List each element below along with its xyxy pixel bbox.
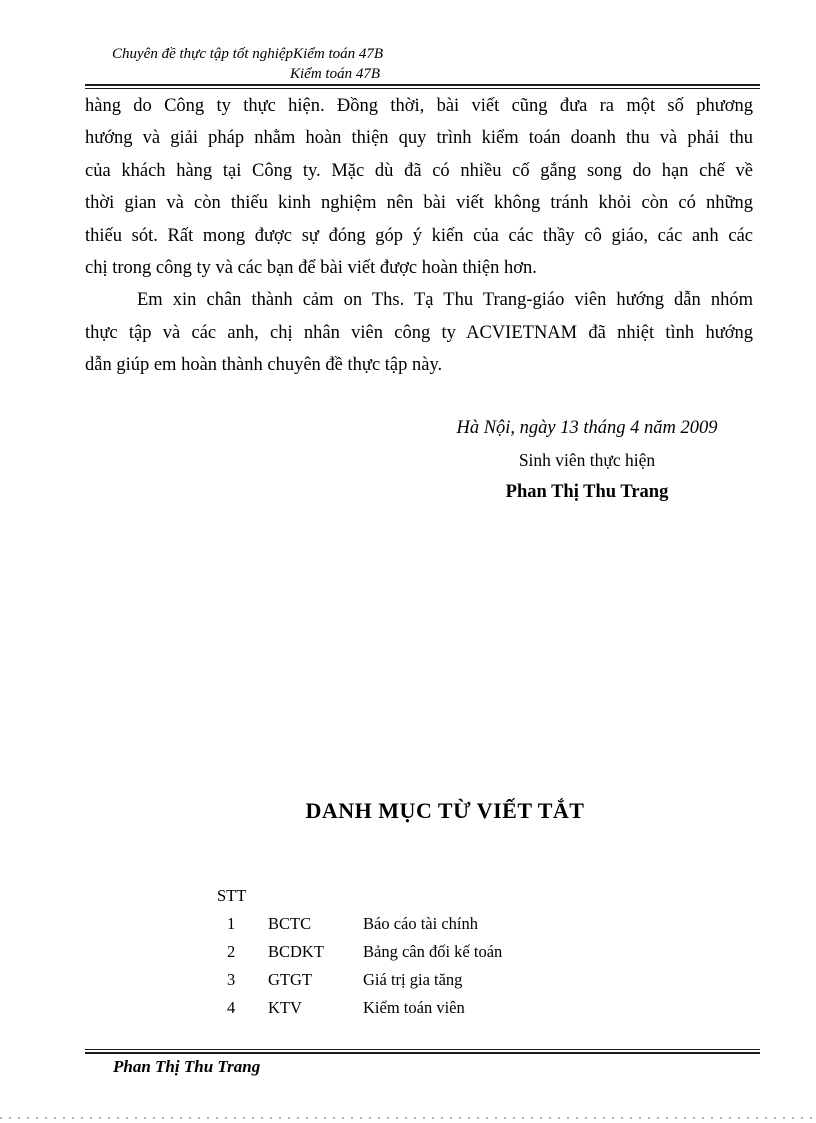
body-content: [85, 90, 753, 382]
abbreviation-meaning: Giá trị gia tăng: [363, 970, 463, 989]
paragraph2-line: dẫn giúp em hoàn thành chuyên đề thực tập này.: [85, 355, 443, 376]
paragraph1-line: hướng và giải pháp nhằm hoàn thiện quy trình kiểm toán doanh thu và phải thu: [85, 128, 753, 149]
paragraph2-line: Em xin chân thành cảm on Ths. Tạ Thu Trang-giáo viên hướng dẫn nhóm: [137, 290, 753, 311]
paragraph1-line: thiếu sót. Rất mong được sự đóng góp ý kiến của các thầy cô giáo, các anh các: [85, 225, 753, 246]
abbreviation-row: [217, 910, 637, 938]
abbreviation-row: [217, 938, 637, 966]
abbreviations-heading: DANH MỤC TỪ VIẾT TẮT: [305, 798, 585, 823]
abbreviation-row: [217, 966, 637, 994]
abbreviation-number: 1: [227, 914, 236, 933]
signature-block: [420, 412, 754, 508]
abbreviation-meaning: Báo cáo tài chính: [363, 914, 479, 933]
paragraph1-line: của khách hàng tại Công ty. Mặc dù đã có nhiều cố gắng song do hạn chế về: [85, 160, 753, 181]
paragraph1-line: chị trong công ty và các bạn để bài viết được hoàn thiện hơn.: [85, 258, 537, 279]
footer-author: Phan Thị Thu Trang: [113, 1057, 261, 1076]
abbreviation-number: 3: [227, 970, 236, 989]
abbreviations-column-header: STT: [217, 886, 247, 905]
header-subject: Kiểm toán 47B: [290, 66, 380, 82]
paragraph2-line: thực tập và các anh, chị nhân viên công ty ACVIETNAM đã nhiệt tình hướng: [85, 322, 753, 343]
header-divider: [85, 84, 760, 89]
abbreviation-code: BCDKT: [268, 942, 324, 961]
paragraph1-line: thời gian và còn thiếu kinh nghiệm nên bài viết không tránh khỏi còn có những: [85, 193, 753, 214]
abbreviations-list: [217, 882, 637, 1022]
signature-date: Hà Nội, ngày 13 tháng 4 năm 2009: [456, 418, 718, 438]
abbreviation-code: GTGT: [268, 970, 312, 989]
page-break-indicator: [0, 1117, 816, 1119]
footer-divider: [85, 1049, 760, 1054]
abbreviation-meaning: Bảng cân đối kế toán: [363, 942, 503, 961]
paragraph1-line: hàng do Công ty thực hiện. Đồng thời, bài viết cũng đưa ra một số phương: [85, 96, 753, 116]
header-title: Chuyên đề thực tập tốt nghiệpKiểm toán 47B: [112, 46, 384, 62]
abbreviation-code: BCTC: [268, 914, 312, 933]
abbreviation-row: [217, 994, 637, 1022]
signature-name: Phan Thị Thu Trang: [505, 482, 669, 502]
abbreviation-number: 2: [227, 942, 236, 961]
abbreviation-code: KTV: [268, 998, 302, 1017]
abbreviation-meaning: Kiểm toán viên: [363, 998, 465, 1017]
signature-role: Sinh viên thực hiện: [518, 450, 656, 470]
abbreviation-number: 4: [227, 998, 236, 1017]
